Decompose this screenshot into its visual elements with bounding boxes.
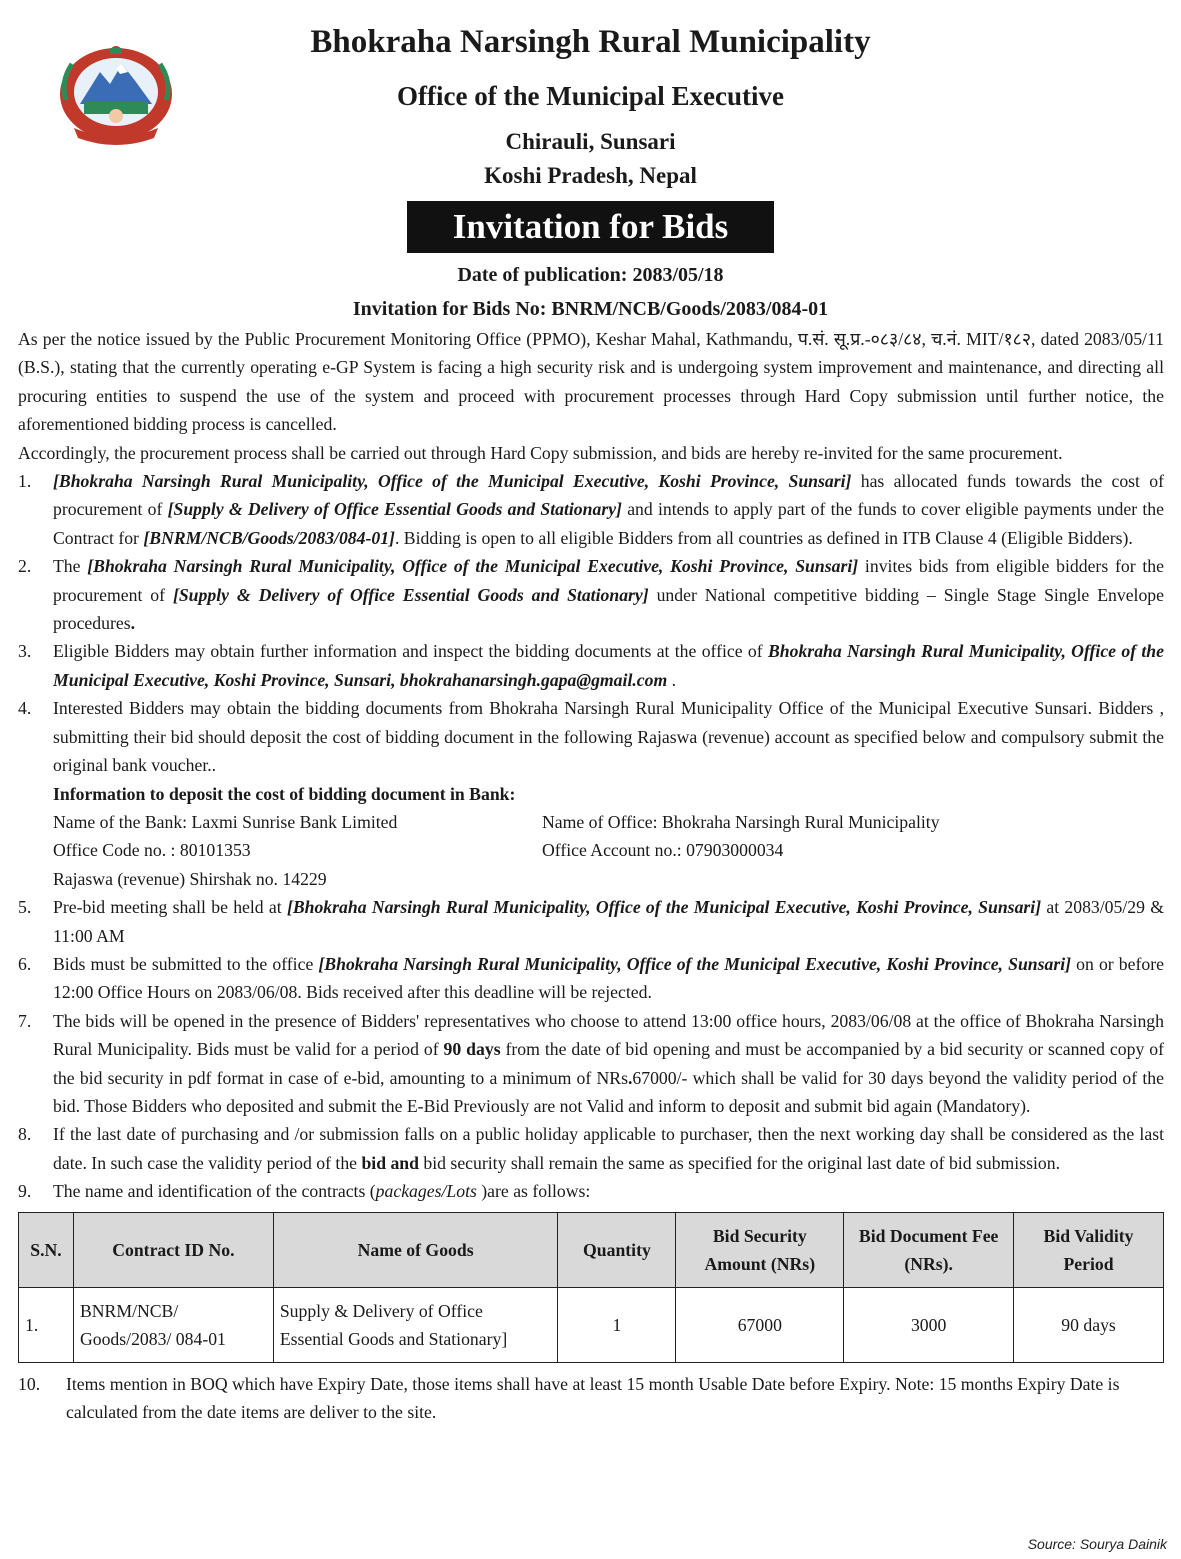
cell-validity: 90 days [1014, 1287, 1164, 1362]
bank-name: Name of the Bank: Laxmi Sunrise Bank Limited [53, 811, 398, 832]
bank-info-title: Information to deposit the cost of bidding document in Bank: [53, 783, 516, 804]
source-credit: Source: Sourya Dainik [1027, 1536, 1167, 1552]
bank-info [53, 780, 1164, 894]
header-quantity: Quantity [558, 1212, 676, 1287]
cell-bid-security: 67000 [676, 1287, 844, 1362]
header-goods: Name of Goods [273, 1212, 558, 1287]
cell-goods: Supply & Delivery of Office Essential Goods and Stationary] [273, 1287, 558, 1362]
header-bid-security: Bid Security Amount (NRs) [676, 1212, 844, 1287]
revenue-shirshak: Rajaswa (revenue) Shirshak no. 14229 [53, 868, 327, 889]
table-row [19, 1287, 1164, 1362]
list-item: 2. The [Bhokraha Narsingh Rural Municipality, Office of the Municipal Executive, Koshi Province, Sunsari] invites bids from eligible bidders for the procurement of [Supply & Delivery of Office Essential Goods and Stationary] under National competitive bidding – Single Stage Single Envelope procedures. [18, 556, 1164, 634]
header-validity: Bid Validity Period [1014, 1212, 1164, 1287]
cell-sn: 1. [19, 1287, 74, 1362]
notice-body [18, 325, 1164, 1426]
list-item: 1. [Bhokraha Narsingh Rural Municipality, Office of the Municipal Executive, Koshi Province, Sunsari] has allocated funds towards the cost of procurement of [Supply & Delivery of Office Essential Goods and Stationary] and intends to apply part of the funds to cover eligible payments under the Contract for [BNRM/NCB/Goods/2083/084-01]. Bidding is open to all eligible Bidders from all countries as defined in ITB Clause 4 (Eligible Bidders). [18, 471, 1164, 548]
list-item: 9. The name and identification of the contracts (packages/Lots )are as follows: [18, 1181, 591, 1202]
list-item: 10. Items mention in BOQ which have Expiry Date, those items shall have at least 15 month Usable Date before Expiry. Note: 15 months Expiry Date is calculated from the date items are deliver to the site. [18, 1373, 1120, 1422]
contact-email: Bhokraha Narsingh Rural Municipality, Office of the Municipal Executive, Koshi Province, Sunsari, bhokrahanarsingh.gapa@gmail.com [53, 641, 1164, 690]
header-document-fee: Bid Document Fee (NRs). [844, 1212, 1014, 1287]
office-name: Office of the Municipal Executive [397, 81, 784, 111]
cell-contract-id: BNRM/NCB/ Goods/2083/ 084-01 [73, 1287, 273, 1362]
intro-paragraph: As per the notice issued by the Public Procurement Monitoring Office (PPMO), Keshar Mahal, Kathmandu, प.सं. सू.प्र.-०८३/८४, च.नं. MIT/१८२, dated 2083/05/11 (B.S.), stating that the currently operating e-GP System is facing a high security risk and is undergoing system improvement and maintenance, and directing all procuring entities to suspend the use of the system and proceed with procurement processes through Hard Copy submission until further notice, the aforementioned bidding process is cancelled. [18, 329, 1164, 435]
province-name: Koshi Pradesh, Nepal [484, 163, 697, 188]
publication-date: Date of publication: 2083/05/18 [457, 264, 724, 286]
bid-number: Invitation for Bids No: BNRM/NCB/Goods/2083/084-01 [352, 298, 829, 320]
cell-document-fee: 3000 [844, 1287, 1014, 1362]
office-code: Office Code no. : 80101353 [53, 840, 251, 861]
header-contract-id: Contract ID No. [73, 1212, 273, 1287]
notice-title: Invitation for Bids [407, 201, 774, 253]
cell-quantity: 1 [558, 1287, 676, 1362]
list-item: 7. The bids will be opened in the presence of Bidders' representatives who choose to attend 13:00 office hours, 2083/06/08 at the office of Bhokraha Narsingh Rural Municipality. Bids must be valid for a period of 90 days from the date of bid opening and must be accompanied by a bid security or scanned copy of the bid security in pdf format in case of e-bid, amounting to a minimum of NRs.67000/- which shall be valid for 30 days beyond the validity period of the bid. Those Bidders who deposited and submit the E-Bid Previously are not Valid and inform to deposit and submit bid again (Mandatory). [18, 1010, 1164, 1116]
list-item: 5. Pre-bid meeting shall be held at [Bhokraha Narsingh Rural Municipality, Office of the Municipal Executive, Koshi Province, Sunsari] at 2083/05/29 & 11:00 AM [18, 897, 1164, 946]
header-sn: S.N. [19, 1212, 74, 1287]
reinvite-paragraph: Accordingly, the procurement process shall be carried out through Hard Copy submission, and bids are hereby re-invited for the same procurement. [18, 442, 1063, 463]
contracts-table [18, 1212, 1164, 1363]
list-item: 3. Eligible Bidders may obtain further information and inspect the bidding documents at the office of Bhokraha Narsingh Rural Municipality, Office of the Municipal Executive, Koshi Province, Sunsari, bhokrahanarsingh.gapa@gmail.com . [18, 641, 1164, 690]
table-header-row [19, 1212, 1164, 1287]
office-name-bank: Name of Office: Bhokraha Narsingh Rural Municipality [542, 811, 940, 832]
list-item: 6. Bids must be submitted to the office [Bhokraha Narsingh Rural Municipality, Office of the Municipal Executive, Koshi Province, Sunsari] on or before 12:00 Office Hours on 2083/06/08. Bids received after this deadline will be rejected. [18, 953, 1164, 1003]
office-address: Chirauli, Sunsari [505, 129, 676, 154]
list-item: 8. If the last date of purchasing and /or submission falls on a public holiday applicable to purchaser, then the next working day shall be considered as the last date. In such case the validity period of the bid and bid security shall remain the same as specified for the original last date of bid submission. [18, 1124, 1164, 1173]
municipality-name: Bhokraha Narsingh Rural Municipality [310, 24, 871, 60]
account-number: Office Account no.: 07903000034 [542, 840, 784, 861]
list-item: 4. Interested Bidders may obtain the bidding documents from Bhokraha Narsingh Rural Municipality Office of the Municipal Executive Sunsari. Bidders , submitting their bid should deposit the cost of bidding document in the following Rajaswa (revenue) account as specified below and compulsory submit the original bank voucher.. [18, 698, 1164, 776]
